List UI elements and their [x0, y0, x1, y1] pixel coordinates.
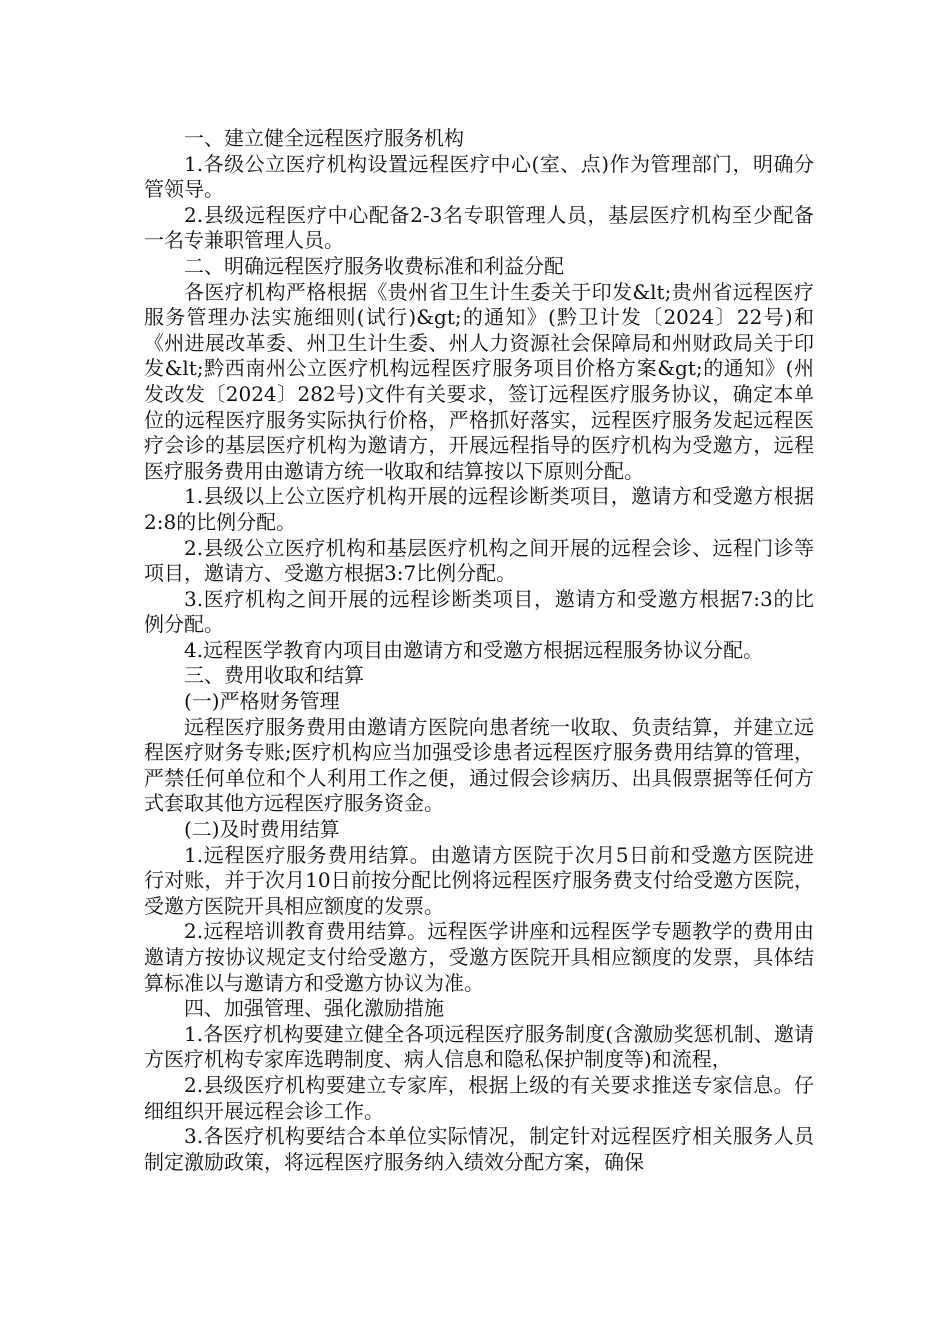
paragraph: 3.各医疗机构要结合本单位实际情况，制定针对远程医疗相关服务人员制定激励政策，将远程医疗服务纳入绩效分配方案，确保 — [144, 1124, 814, 1174]
paragraph: 远程医疗服务费用由邀请方医院向患者统一收取、负责结算，并建立远程医疗财务专账;医疗机构应当加强受诊患者远程医疗服务费用结算的管理，严禁任何单位和个人利用工作之便，通过假会诊病历、出具假票据等任何方式套取其他方远程医疗服务资金。 — [144, 714, 814, 816]
section-heading-2: 二、明确远程医疗服务收费标准和利益分配 — [184, 253, 564, 278]
paragraph: 2.县级公立医疗机构和基层医疗机构之间开展的远程会诊、远程门诊等项目，邀请方、受邀方根据3:7比例分配。 — [144, 535, 814, 586]
paragraph: 2.县级医疗机构要建立专家库，根据上级的有关要求推送专家信息。仔细组织开展远程会诊工作。 — [144, 1072, 814, 1123]
paragraph: 1.各医疗机构要建立健全各项远程医疗服务制度(含激励奖惩机制、邀请方医疗机构专家库选聘制度、病人信息和隐私保护制度等)和流程， — [144, 1021, 814, 1072]
paragraph: 各医疗机构严格根据《贵州省卫生计生委关于印发&lt;贵州省远程医疗服务管理办法实施细则(试行)&gt;的通知》(黔卫计发〔2024〕22号)和《州进展改革委、州卫生计生委、州人力资源社会保障局和州财政局关于印发&lt;黔西南州公立医疗机构远程医疗服务项目价格方案&gt;的通知》(州发改发〔2024〕282号)文件有关要求，签订远程医疗服务协议，确定本单位的远程医疗服务实际执行价格，严格抓好落实，远程医疗服务发起远程医疗会诊的基层医疗机构为邀请方，开展远程指导的医疗机构为受邀方，远程医疗服务费用由邀请方统一收取和结算按以下原则分配。 — [144, 279, 814, 483]
section-heading-4: 四、加强管理、强化激励措施 — [184, 996, 444, 1021]
section-heading-1: 一、建立健全远程医疗服务机构 — [184, 126, 464, 150]
paragraph: 3.医疗机构之间开展的远程诊断类项目，邀请方和受邀方根据7:3的比例分配。 — [144, 586, 814, 637]
paragraph: 2.远程培训教育费用结算。远程医学讲座和远程医学专题教学的费用由邀请方按协议规定支付给受邀方，受邀方医院开具相应额度的发票，具体结算标准以与邀请方和受邀方协议为准。 — [144, 919, 814, 995]
paragraph: 4.远程医学教育内项目由邀请方和受邀方根据远程服务协议分配。 — [184, 637, 764, 662]
section-heading-3: 三、费用收取和结算 — [184, 663, 364, 688]
subsection-heading: (二)及时费用结算 — [184, 817, 340, 842]
subsection-heading: (一)严格财务管理 — [184, 689, 340, 714]
paragraph: 1.各级公立医疗机构设置远程医疗中心(室、点)作为管理部门，明确分管领导。 — [144, 151, 814, 202]
paragraph: 1.县级以上公立医疗机构开展的远程诊断类项目，邀请方和受邀方根据2:8的比例分配。 — [144, 484, 814, 534]
document-page — [144, 126, 814, 1175]
paragraph: 1.远程医疗服务费用结算。由邀请方医院于次月5日前和受邀方医院进行对账，并于次月10日前按分配比例将远程医疗服务费支付给受邀方医院，受邀方医院开具相应额度的发票。 — [144, 842, 814, 918]
paragraph: 2.县级远程医疗中心配备2-3名专职管理人员，基层医疗机构至少配备一名专兼职管理人员。 — [144, 202, 814, 253]
